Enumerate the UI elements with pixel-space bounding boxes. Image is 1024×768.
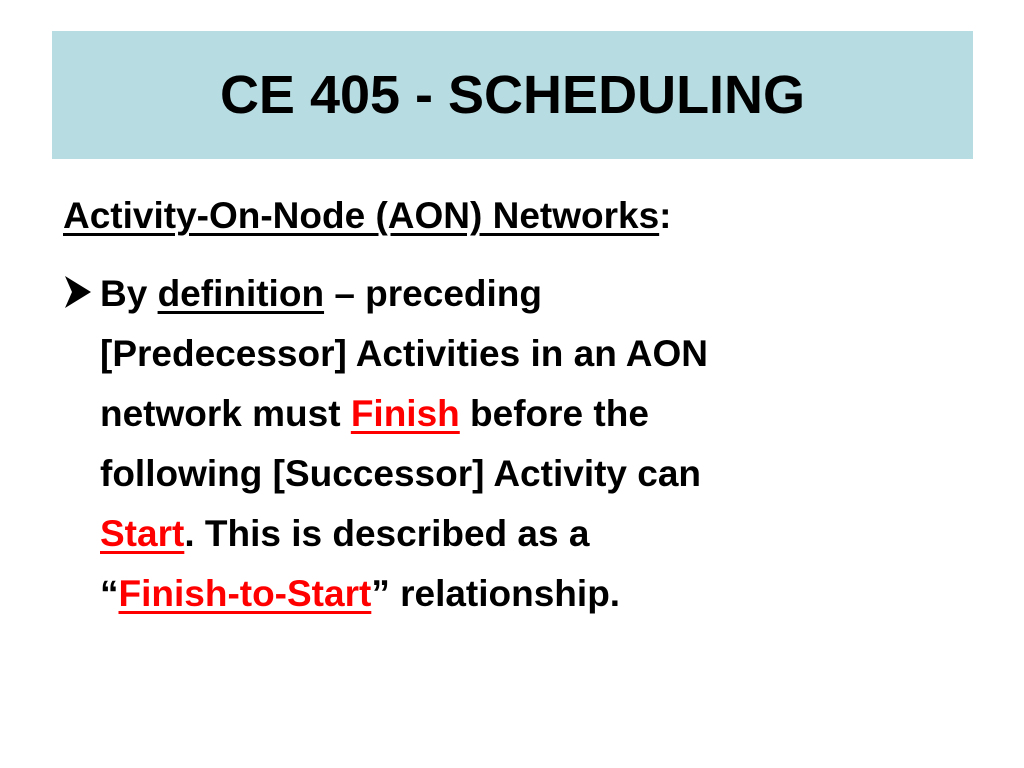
arrowhead-bullet-icon [63, 274, 93, 310]
section-heading-colon: : [659, 195, 672, 236]
definition-term: definition [157, 273, 325, 314]
finish-term: Finish [350, 393, 460, 434]
line5-post: . This is described as a [184, 513, 590, 554]
line6-post: ” relationship. [371, 573, 621, 614]
bullet-line-5 [100, 504, 980, 564]
bullet-line-4: following [Successor] Activity can [100, 453, 702, 494]
line1-pre: By [100, 273, 158, 314]
slide-title: CE 405 - SCHEDULING [219, 65, 806, 125]
section-heading-underlined: Activity-On-Node (AON) Networks [63, 195, 660, 236]
section-heading [63, 188, 671, 244]
title-bar [52, 31, 973, 159]
finish-to-start-term: Finish-to-Start [118, 573, 372, 614]
bullet-line-1 [100, 264, 980, 324]
bullet-line-3 [100, 384, 980, 444]
open-quote: “ [100, 573, 119, 614]
line3-pre: network must [100, 393, 351, 434]
bullet-text [100, 264, 980, 624]
bullet-line-2: [Predecessor] Activities in an AON [100, 333, 708, 374]
start-term: Start [100, 513, 185, 554]
bullet-line-6 [100, 564, 980, 624]
line3-post: before the [459, 393, 649, 434]
line1-post: – preceding [324, 273, 542, 314]
